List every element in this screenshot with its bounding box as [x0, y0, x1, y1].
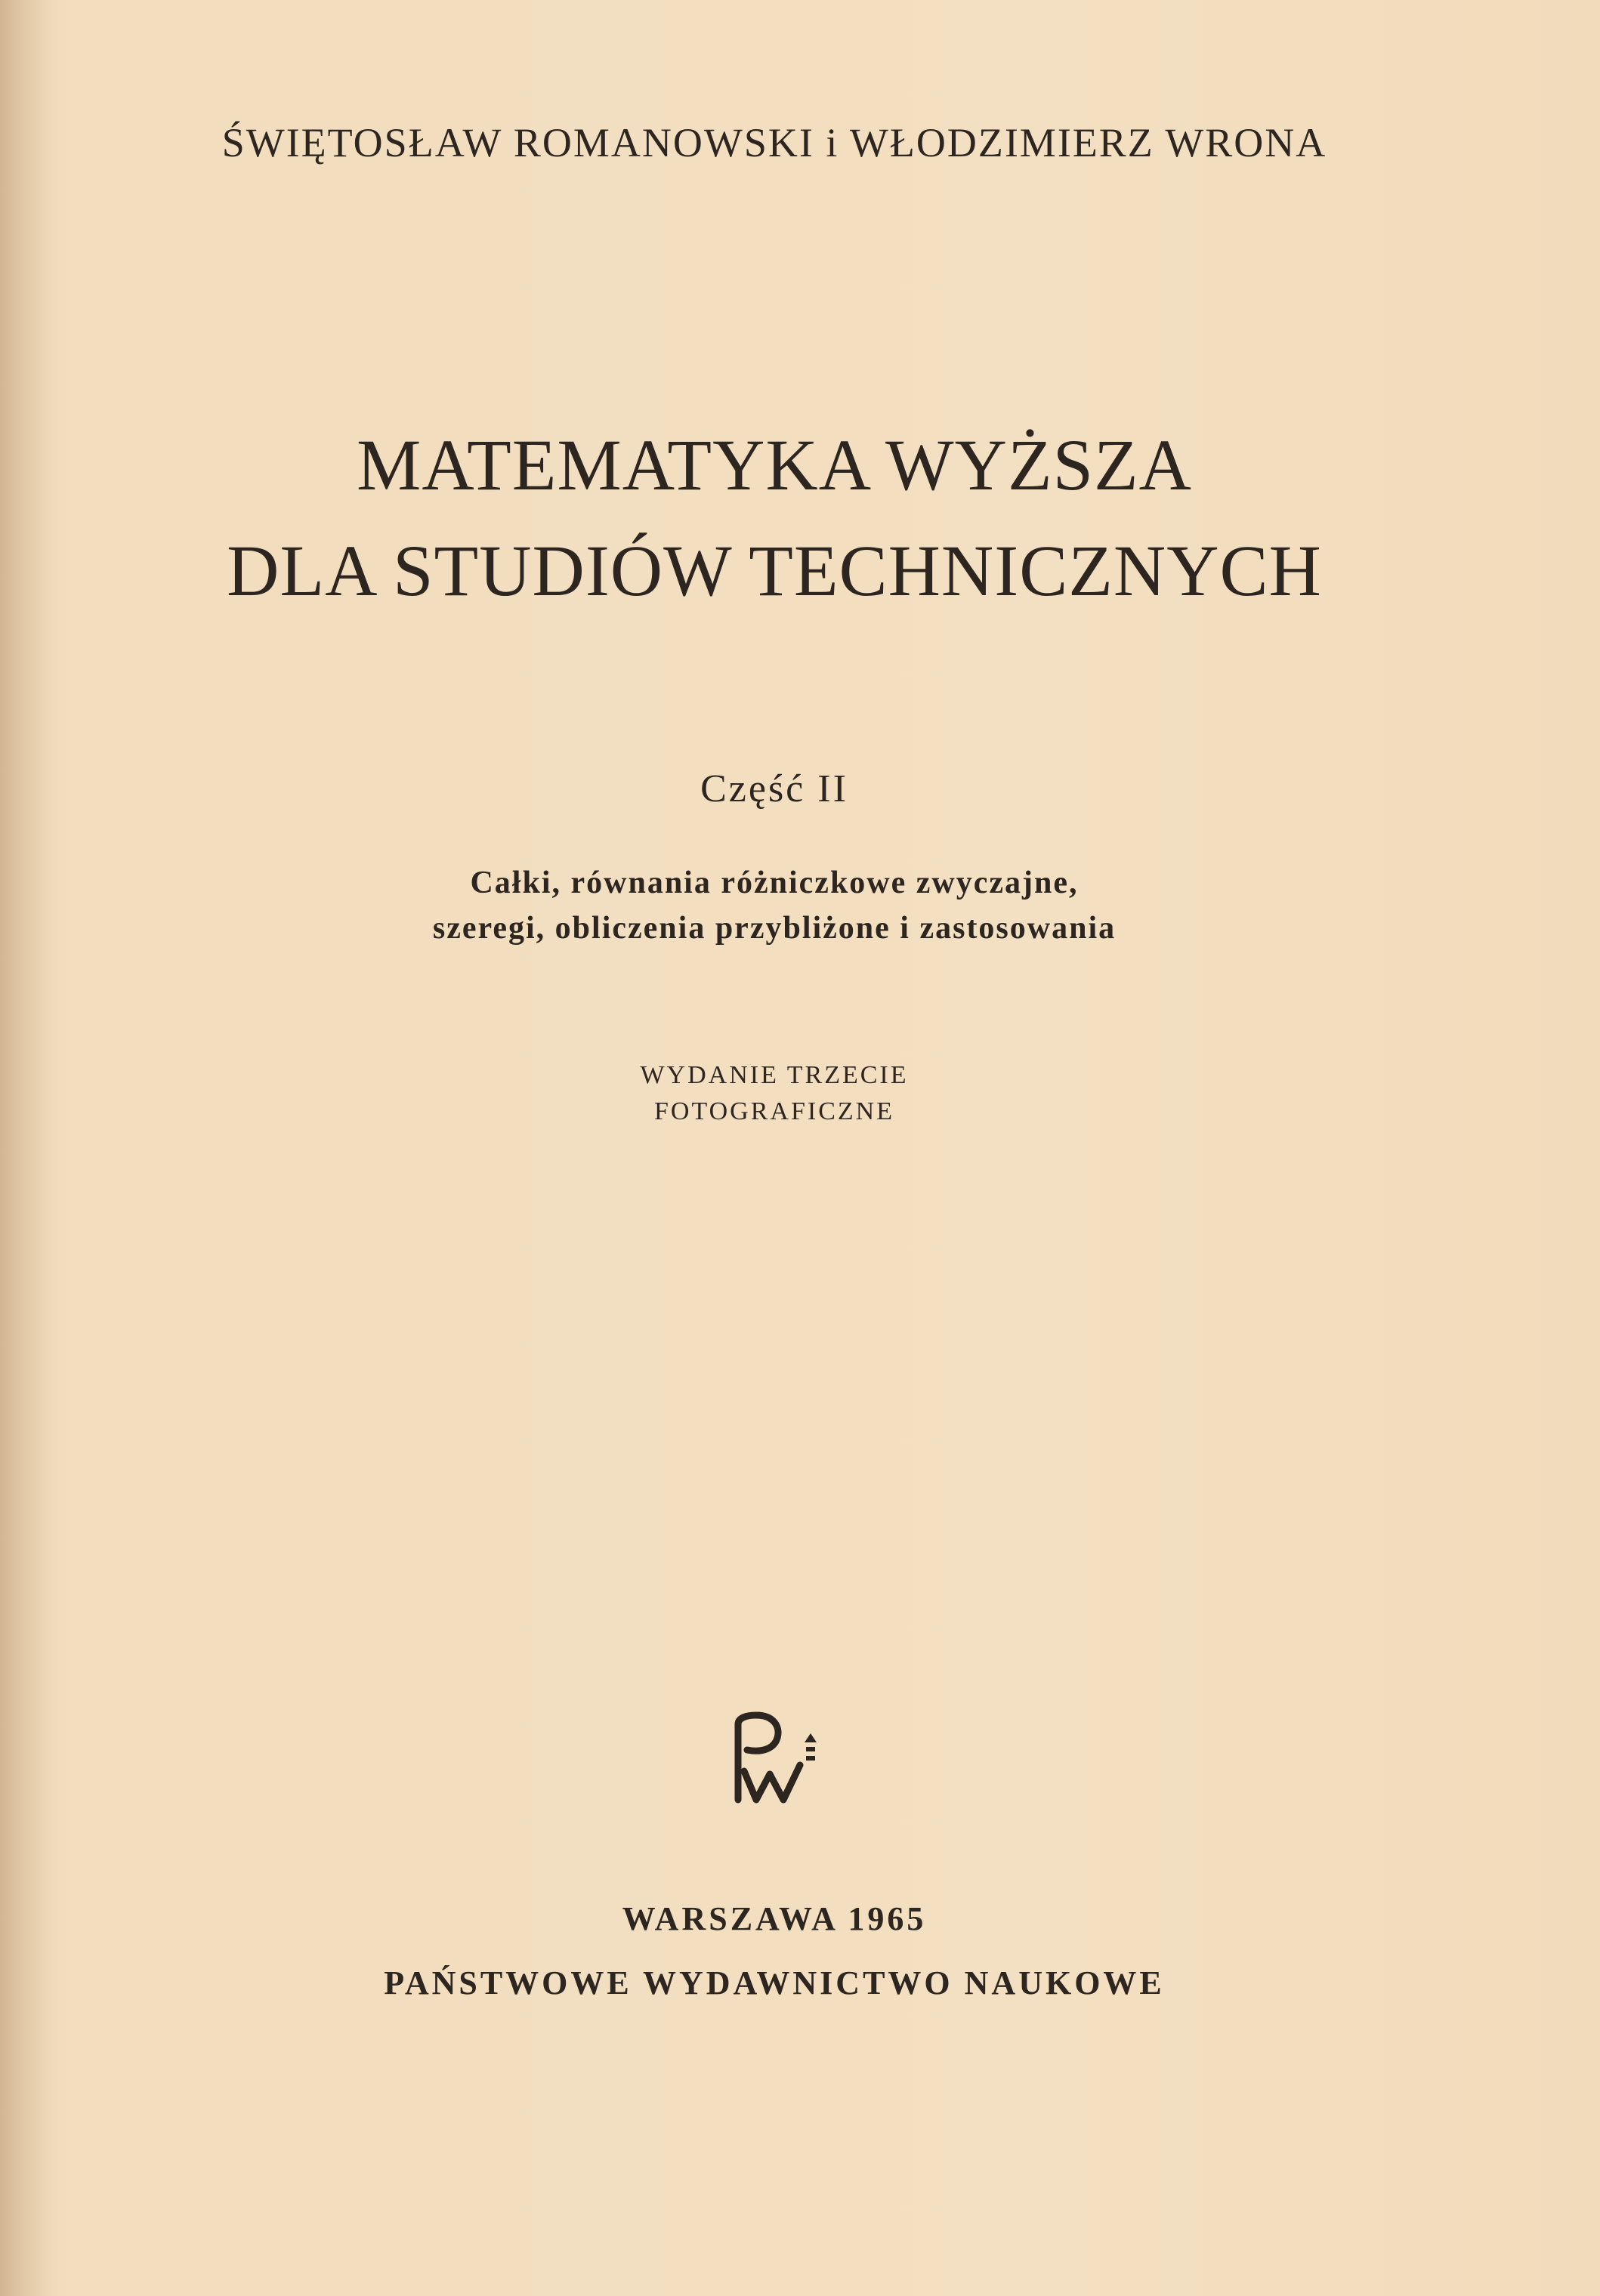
edition-line-2: FOTOGRAFICZNE: [654, 1097, 894, 1125]
subtitle-line-2: szeregi, obliczenia przybliżone i zastosowania: [432, 911, 1117, 946]
part-number: Część II: [700, 767, 848, 810]
edition-line-1: WYDANIE TRZECIE: [640, 1061, 909, 1089]
book-title-line-2: DLA STUDIÓW TECHNICZNYCH: [227, 530, 1322, 611]
authors-line: ŚWIĘTOSŁAW ROMANOWSKI i WŁODZIMIERZ WRONA: [221, 120, 1327, 165]
publisher-name: PAŃSTWOWE WYDAWNICTWO NAUKOWE: [384, 1964, 1165, 2001]
book-title-line-1: MATEMATYKA WYŻSZA: [357, 424, 1192, 505]
spine-shadow: [0, 0, 53, 2296]
city-and-year: WARSZAWA 1965: [622, 1900, 927, 1937]
pwn-publisher-logo-icon: [721, 1711, 827, 1809]
subtitle-line-1: Całki, równania różniczkowe zwyczajne,: [470, 866, 1079, 900]
